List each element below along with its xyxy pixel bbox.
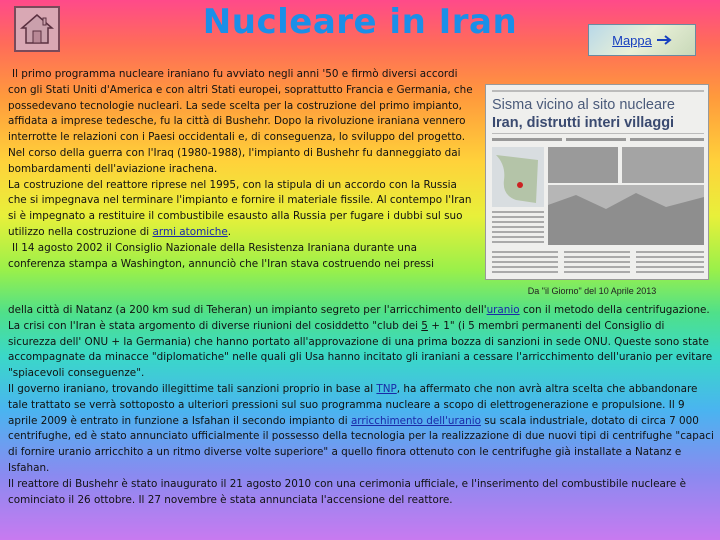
newspaper-headline-1: Sisma vicino al sito nucleare bbox=[492, 97, 675, 113]
intro-column bbox=[8, 67, 476, 272]
map-link-button[interactable] bbox=[588, 24, 696, 56]
text-governo: Il governo iraniano, trovando illegittime tali sanzioni proprio in base al bbox=[8, 382, 377, 395]
page-title: Nucleare in Iran bbox=[202, 2, 518, 42]
link-armi-atomiche[interactable]: armi atomiche bbox=[152, 225, 228, 238]
image-caption: Da "il Giorno" del 10 Aprile 2013 bbox=[527, 286, 657, 296]
paragraph-construction-end: . bbox=[227, 225, 232, 238]
text-centrifughe: su scala industriale, dotato di circa 7 000 centrifughe, ed è stato annunciato ufficialmente il possesso della tecnologia per la realizzazione di due nuovi tipi di centrifughe "capaci di fornire uranio arricchito a un ritmo diverse volte superiore" a quello finora ottenuto con le centrifughe già installate a Natanz e Isfahan. bbox=[8, 414, 714, 474]
map-link-label: Mappa bbox=[612, 32, 652, 48]
link-arricchimento[interactable]: arricchimento dell'uranio bbox=[350, 414, 481, 427]
link-tnp[interactable]: TNP bbox=[376, 382, 397, 395]
newspaper-clipping-image bbox=[485, 84, 709, 280]
text-club-5: 5 bbox=[421, 319, 428, 332]
newspaper-headline-2: Iran, distrutti interi villaggi bbox=[492, 115, 675, 131]
paragraph-2002: Il 14 agosto 2002 il Consiglio Nazionale della Resistenza Iraniana durante una conferenza stampa a Washington, annunciò che l'Iran stava costruendo nei pressi bbox=[8, 241, 434, 270]
arrow-right-icon bbox=[656, 34, 672, 46]
text-isfahan: , ha affermato che non avrà altra scelta che abbandonare tale trattato se verrà sottoposto a ulteriori pressioni sul suo programma nucleare a scopo di elettrogenerazione e propulsione. Il 9 aprile 2009 è entrato in funzione a Isfahan il secondo impianto di bbox=[8, 382, 698, 427]
text-natanz: della città di Natanz (a 200 km sud di Teheran) un impianto segreto per l'arricchimento dell' bbox=[8, 304, 487, 316]
newspaper-clipping-graphic bbox=[486, 85, 709, 280]
text-club: con il metodo della centrifugazione. La crisi con l'Iran è stata argomento di diverse riunioni del cosiddetto "club dei bbox=[8, 304, 710, 332]
main-text bbox=[8, 303, 714, 508]
paragraph-history: Il primo programma nucleare iraniano fu avviato negli anni '50 e firmò diversi accordi con gli Stati Uniti d'America e con altri Stati europei, soprattutto Francia e Germania, che possedevano tecnologie nucleari. La sede scelta per la costruzione del primo impianto, affidata a imprese tedesche, fu la città di Bushehr. Dopo la rivoluzione iraniana vennero interrotte le relazioni con i Paesi occidentali e, di conseguenza, lo sviluppo del progetto. Nel corso della guerra con l'Iraq (1980-1988), l'impianto di Bushehr fu danneggiato dai bombardamenti dell'aviazione irachena. bbox=[8, 68, 473, 175]
link-uranio[interactable]: uranio bbox=[486, 304, 520, 316]
paragraph-construction: La costruzione del reattore riprese nel 1995, con la stipula di un accordo con la Russia che si impegnava nel terminare l'impianto e fornire il materiale fissile. Al contempo l'Iran si è impegnato a restituire il combustibile esausto alla Russia per fugare i dubbi sul suo utilizzo nella costruzione di bbox=[8, 178, 472, 238]
text-bushehr-reactor: Il reattore di Bushehr è stato inaugurato il 21 agosto 2010 con una cerimonia ufficiale, e l'inserimento del combustibile nucleare è cominciato il 26 ottobre. Il 27 novembre è stata annunciata l'accensione del reattore. bbox=[8, 477, 686, 506]
text-sanctions: + 1" (i 5 membri permanenti del Consiglio di sicurezza dell' ONU + la Germania) che hanno portato all'approvazione di una prima bozza di sanzioni in sede ONU. Queste sono state accompagnate da minacce "diplomatiche" nelle quali gli Usa hanno incitato gli iraniani a cessare l'arricchimento dell'uranio per evitare "spiacevoli conseguenze". bbox=[8, 319, 713, 380]
